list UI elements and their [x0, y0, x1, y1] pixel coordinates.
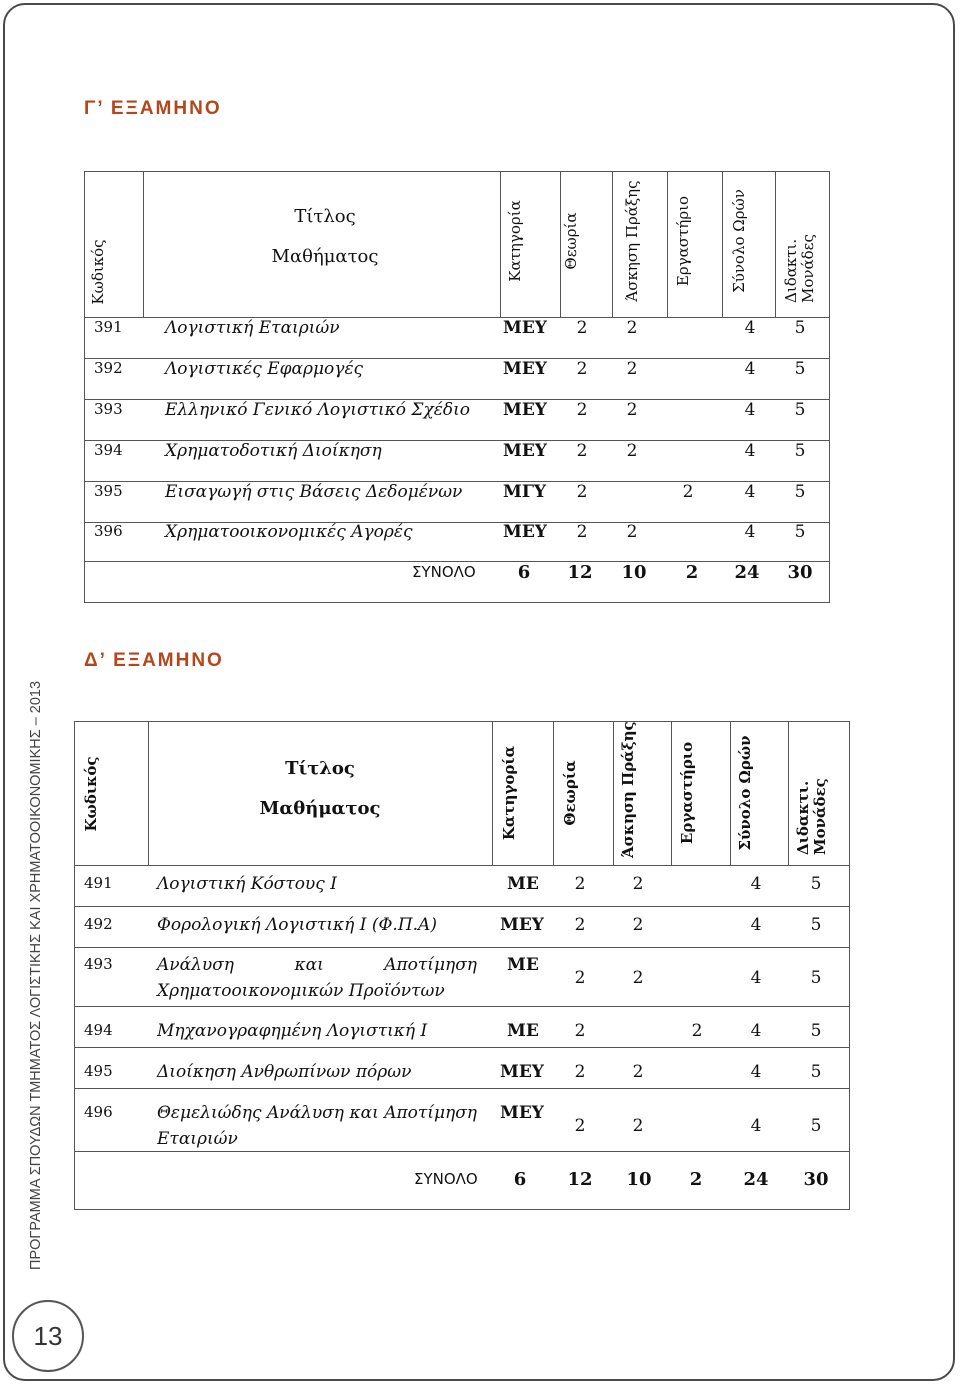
header-title: Τίτλος Μαθήματος [271, 206, 379, 267]
header-total-hours: Σύνολο Ωρών [730, 189, 748, 293]
header-category: Κατηγορία [500, 745, 518, 841]
header-theory: Θεωρία [562, 212, 580, 270]
header-total-hours: Σύνολο Ωρών [736, 735, 754, 851]
header-lab: Εργαστήριο [674, 195, 692, 287]
header-code: Κωδικός [89, 239, 107, 305]
header-lab: Εργαστήριο [678, 741, 696, 845]
semester-d-heading: Δ’ ΕΞΑΜΗΝΟ [84, 650, 224, 671]
header-credits: Διδακτι. Μονάδες [794, 778, 829, 855]
header-credits: Διδακτι. Μονάδες [782, 234, 817, 303]
page-number: 13 [12, 1300, 84, 1372]
header-category: Κατηγορία [506, 200, 524, 282]
side-running-title: ΠΡΟΓΡΑΜΜΑ ΣΠΟΥΔΩΝ ΤΜΗΜΑΤΟΣ ΛΟΓΙΣΤΙΚΗΣ ΚΑΙ ΧΡΗΜΑΤΟΟΙΚΟΝΟΜΙΚΗΣ – 2013 [28, 680, 44, 1270]
header-practice: Άσκηση Πράξης [619, 721, 637, 858]
header-code: Κωδικός [82, 756, 100, 832]
header-practice: Άσκηση Πράξης [623, 180, 641, 302]
semester-c-heading: Γ’ ΕΞΑΜΗΝΟ [84, 98, 222, 119]
header-title: Τίτλος Μαθήματος [259, 758, 381, 819]
header-theory: Θεωρία [561, 760, 579, 826]
